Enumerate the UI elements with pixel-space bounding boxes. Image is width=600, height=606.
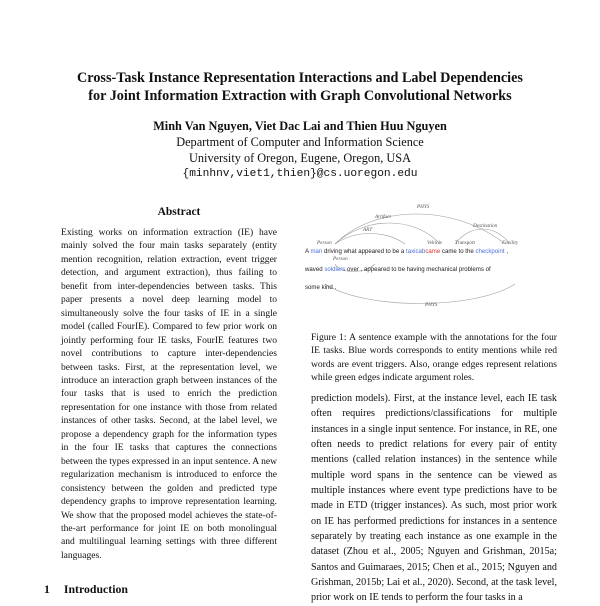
university: University of Oregon, Eugene, Oregon, USA — [189, 151, 411, 165]
label-vehicle: Vehicle — [427, 240, 442, 246]
author-block — [100, 118, 500, 182]
entity-soldiers: soldiers — [324, 266, 346, 273]
body-text-right-column — [311, 391, 557, 606]
word: waved — [305, 266, 323, 273]
word: over , appeared to be having mechanical problems of — [347, 266, 491, 273]
word: A — [305, 248, 309, 255]
entity-checkpoint: checkpoint — [475, 248, 505, 255]
author-email: {minhnv,viet1,thien}@cs.uoregon.edu — [182, 168, 418, 180]
label-facility: Facility — [502, 240, 519, 246]
label-part: PHYS — [425, 302, 438, 308]
arc-artifact — [335, 223, 440, 244]
figure-sentence-line-2 — [305, 266, 491, 273]
section-heading — [44, 582, 128, 597]
label-art: ART — [363, 227, 373, 233]
figure-caption: Figure 1: A sentence example with the annotations for the four IE tasks. Blue words corresponds to entity mentions while red words are event triggers. Also, orange edges represent relations while green edges indicate argument roles. — [311, 332, 557, 384]
label-person-1: Person — [317, 240, 332, 246]
department: Department of Computer and Information Science — [176, 135, 424, 149]
abstract-heading: Abstract — [157, 206, 201, 218]
section-title: Introduction — [63, 582, 128, 596]
word: , — [506, 248, 509, 255]
author-names: Minh Van Nguyen, Viet Dac Lai and Thien Huu Nguyen — [153, 119, 447, 133]
abstract-paragraph: Existing works on information extraction (IE) have mainly solved the four main tasks separately (entity mention recognition, relation extraction, event trigger detection, and argument extraction), thus failing to benefit from inter-dependencies between tasks. This paper presents a novel deep learning model to simultaneously solve the four tasks of IE in a single model (called FourIE). Compared to few prior work on jointly performing four IE tasks, FourIE features two novel contributions to capture inter-dependencies between tasks. First, at the representation level, we introduce an interaction graph between instances of the four tasks that is used to enrich the prediction representation for one instance with those from related instances of other tasks. Second, at the label level, we propose a dependency graph for the information types in the four IE tasks that captures the connections between the types expressed in an input sentence. A new regularization mechanism is introduced to enforce the consistency between the golden and predicted type dependency graphs to improve representation learning. We show that the proposed model achieves the state-of-the-art performance for joint IE on both monolingual and multilingual learning settings with three different languages. — [61, 227, 277, 561]
body-paragraph: prediction models). First, at the instance level, each IE task often requires predictions/classifications for multiple instances in a single input sentence. For instance, in RE, one often needs to predict relations for every pair of entity mentions (called relation instances) in the sentence while multiple word spans in the sentence can be viewed as multiple instances where event type predictions have to be made in ETD (trigger instances). As such, most prior work on IE has performed predictions for instances in a sentence separately by treating each instance as one example in the dataset (Zhou et al., 2005; Nguyen and Grishman, 2015a; Santos and Guimaraes, 2015; Chen et al., 2015; Nguyen and Grishman, 2015b; Lai et al., 2020). Second, at the task level, prior work on IE tends to perform the four tasks in a — [311, 393, 557, 604]
figure-1 — [305, 202, 555, 322]
entity-taxicab: taxicab — [406, 248, 426, 255]
label-destination: Destination — [473, 223, 498, 229]
label-transport: Transport — [455, 240, 475, 246]
title-line-2: for Joint Information Extraction with Graph Convolutional Networks — [88, 88, 512, 104]
label-phys-top: PHYS — [417, 204, 430, 210]
section-number: 1 — [44, 582, 50, 596]
figure-sentence-line-1 — [305, 248, 508, 255]
figure-sentence-line-3: some kind . — [305, 284, 337, 291]
entity-man: man — [310, 248, 323, 255]
abstract-text — [61, 226, 277, 562]
title-line-1: Cross-Task Instance Representation Interactions and Label Dependencies — [77, 70, 523, 86]
paper-title — [40, 69, 560, 105]
label-artifact: Artifact — [375, 214, 391, 220]
trigger-came: came — [425, 248, 441, 255]
word: came to the — [441, 248, 474, 255]
word: driving what appeared to be a — [324, 248, 405, 255]
label-person-2: Person — [333, 256, 348, 262]
arc-part-bottom — [325, 284, 515, 304]
